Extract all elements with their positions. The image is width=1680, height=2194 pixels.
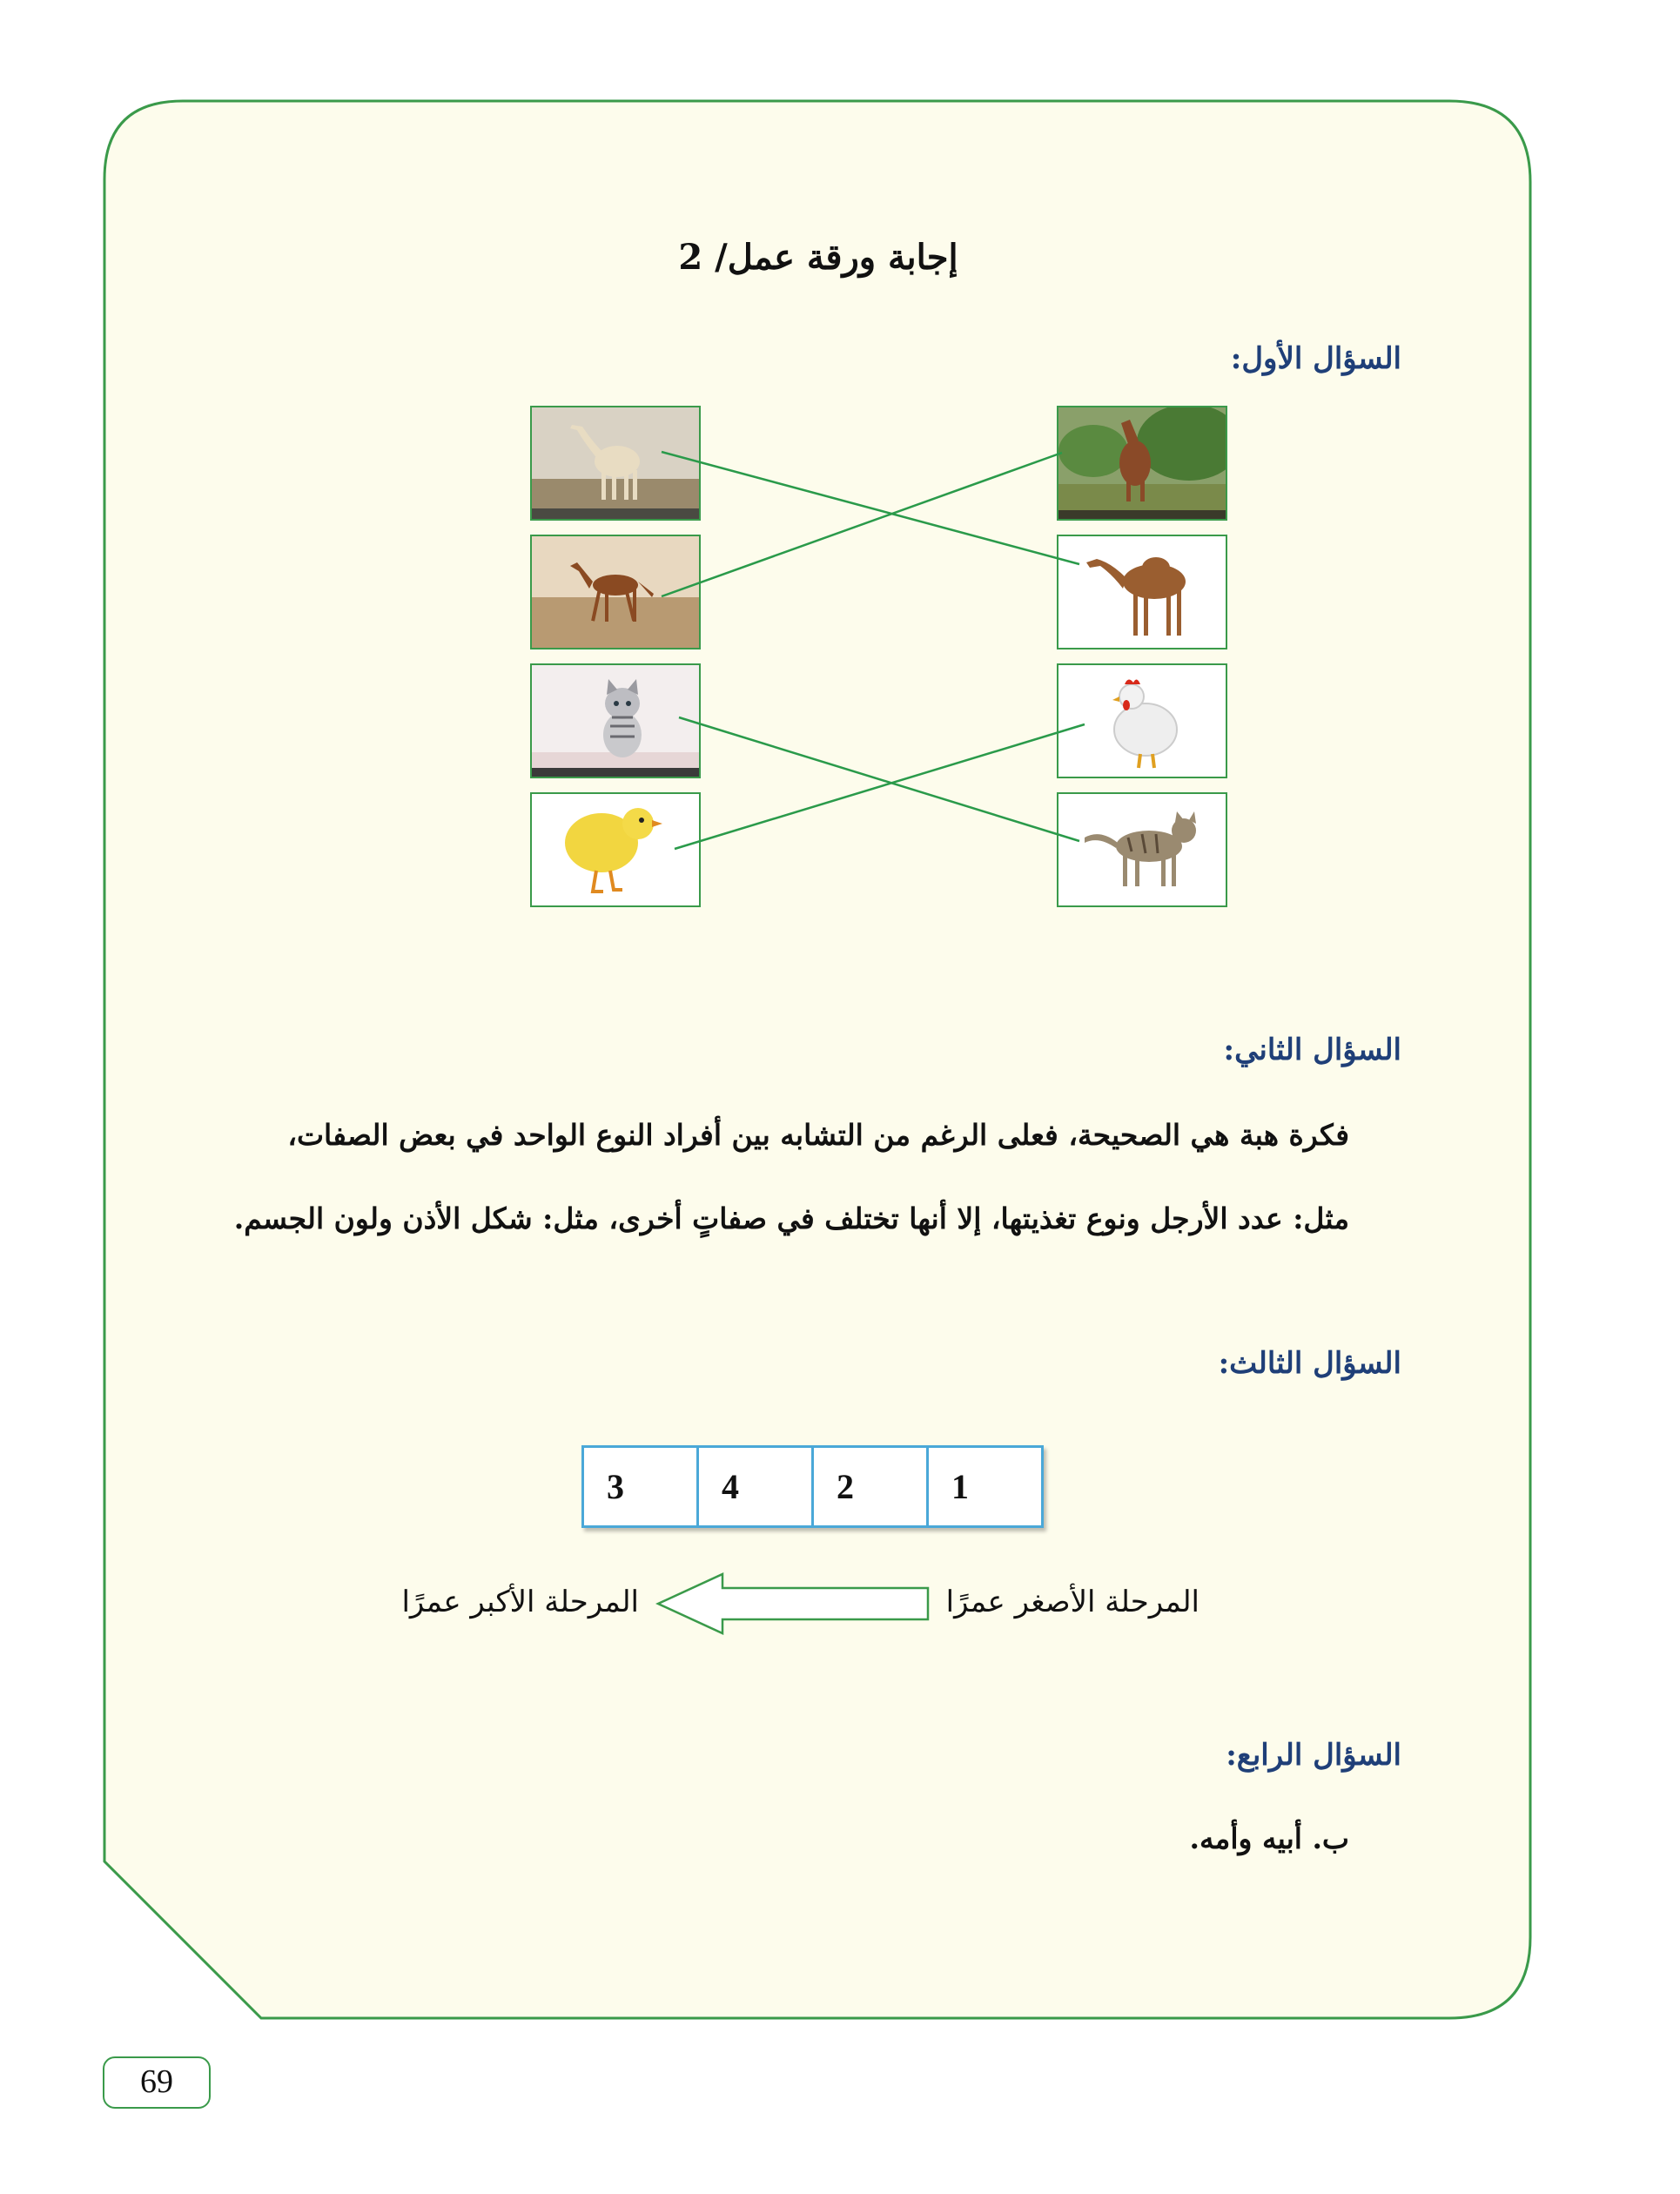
question-4-heading: السؤال الرابع: [1226, 1738, 1401, 1773]
oldest-stage-label: المرحلة الأكبر عمرًا [401, 1585, 639, 1619]
chick-photo[interactable] [530, 792, 701, 907]
page-number: 69 [103, 2056, 211, 2109]
cat-photo[interactable] [1057, 792, 1227, 907]
horse-photo[interactable] [1057, 406, 1227, 521]
hen-photo[interactable] [1057, 663, 1227, 778]
sequence-cell: 3 [583, 1447, 698, 1527]
sequence-table [581, 1445, 1044, 1528]
camel-photo[interactable] [530, 406, 701, 521]
kitten-photo[interactable] [530, 663, 701, 778]
youngest-stage-label: المرحلة الأصغر عمرًا [945, 1585, 1200, 1619]
adult-camel-photo[interactable] [1057, 535, 1227, 649]
question-2-answer-line-2: مثل: عدد الأرجل ونوع تغذيتها، إلا أنها تختلف في صفاتٍ أخرى، مثل: شكل الأذن ولون الجسم. [233, 1201, 1349, 1235]
question-2-answer-line-1: فكرة هبة هي الصحيحة، فعلى الرغم من التشابه بين أفراد النوع الواحد في بعض الصفات، [287, 1118, 1349, 1152]
question-4-answer: ب. أبيه وأمه. [1189, 1821, 1349, 1855]
age-direction-arrow-icon [644, 1571, 940, 1637]
sequence-cell: 1 [928, 1447, 1043, 1527]
sequence-row [583, 1447, 1043, 1527]
question-2-heading: السؤال الثاني: [1223, 1033, 1401, 1067]
question-1-heading: السؤال الأول: [1230, 341, 1401, 376]
sequence-cell: 2 [813, 1447, 928, 1527]
worksheet-title: إجابة ورقة عمل/ 2 [678, 237, 958, 278]
question-3-heading: السؤال الثالث: [1218, 1346, 1401, 1381]
sequence-cell: 4 [698, 1447, 813, 1527]
foal-photo[interactable] [530, 535, 701, 649]
